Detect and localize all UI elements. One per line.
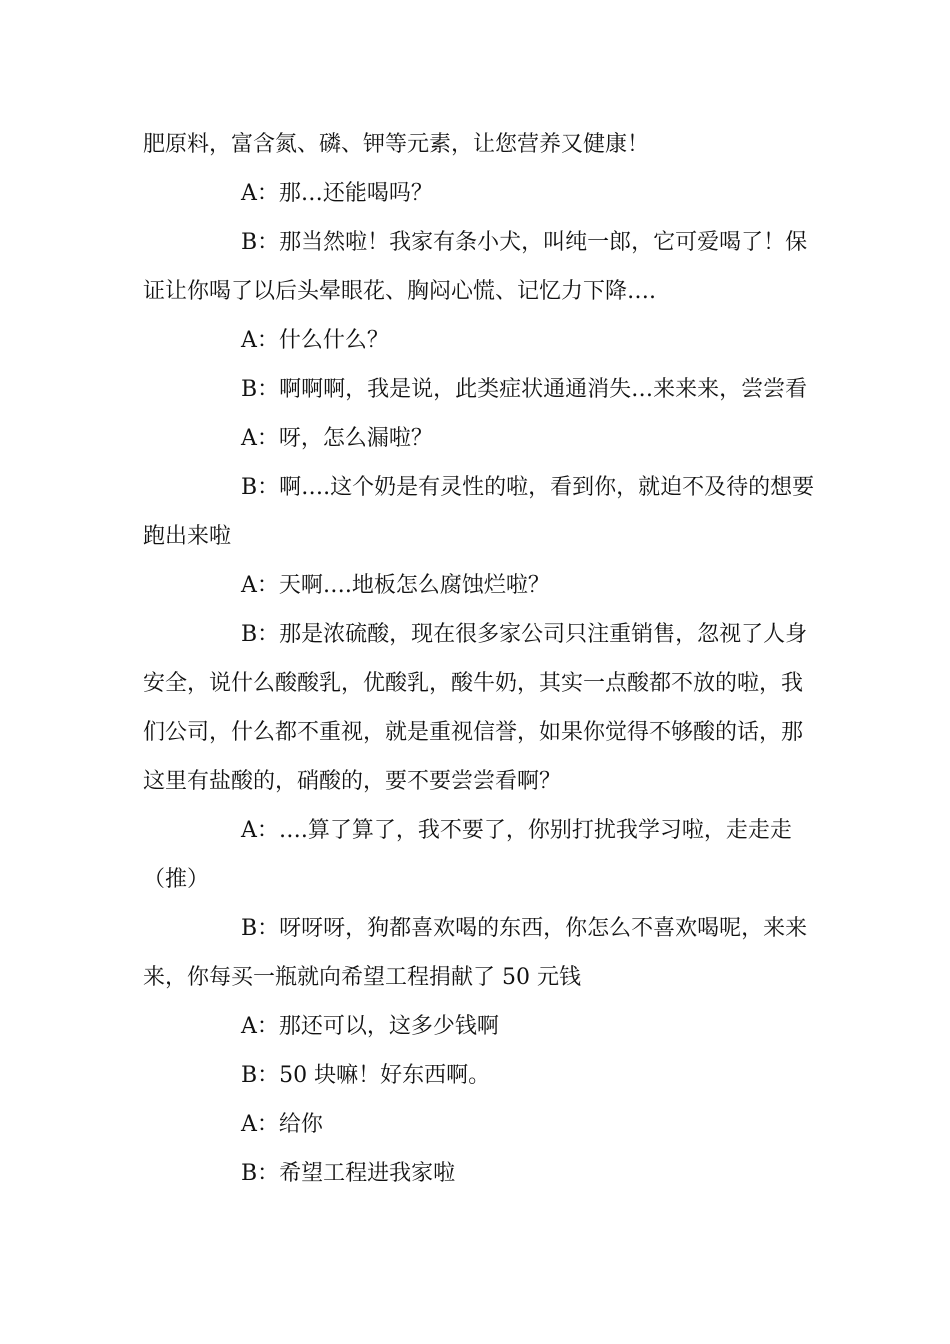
paragraph-6: B：啊….这个奶是有灵性的啦，看到你，就迫不及待的想要跑出来啦 xyxy=(143,475,815,549)
paragraph-0: 肥原料，富含氮、磷、钾等元素，让您营养又健康！ xyxy=(143,132,650,157)
paragraph-2: B：那当然啦！我家有条小犬，叫纯一郎，它可爱喝了！保证让你喝了以后头晕眼花、胸闷心慌、记忆力下降…. xyxy=(143,230,808,304)
paragraph-9: A：….算了算了，我不要了，你别打扰我学习啦，走走走（推） xyxy=(143,818,792,892)
paragraph-14: B：希望工程进我家啦 xyxy=(241,1161,456,1186)
paragraph-7: A：天啊….地板怎么腐蚀烂啦？ xyxy=(241,573,550,598)
dialogue-text xyxy=(143,120,815,1198)
paragraph-1: A：那…还能喝吗？ xyxy=(241,181,433,206)
paragraph-4: B：啊啊啊，我是说，此类症状通通消失…来来来，尝尝看 xyxy=(241,377,808,402)
paragraph-10: B：呀呀呀，狗都喜欢喝的东西，你怎么不喜欢喝呢，来来来，你每买一瓶就向希望工程捐献了 50 元钱 xyxy=(143,916,808,990)
paragraph-11: A：那还可以，这多少钱啊 xyxy=(241,1014,499,1039)
paragraph-13: A：给你 xyxy=(241,1112,323,1137)
paragraph-5: A：呀，怎么漏啦？ xyxy=(241,426,433,451)
paragraph-8: B：那是浓硫酸，现在很多家公司只注重销售，忽视了人身安全，说什么酸酸乳，优酸乳，酸牛奶，其实一点酸都不放的啦，我们公司，什么都不重视，就是重视信誉，如果你觉得不够酸的话，那这里有盐酸的，硝酸的，要不要尝尝看啊？ xyxy=(143,622,808,794)
paragraph-3: A：什么什么？ xyxy=(241,328,389,353)
paragraph-12: B：50 块嘛！好东西啊。 xyxy=(241,1063,491,1088)
